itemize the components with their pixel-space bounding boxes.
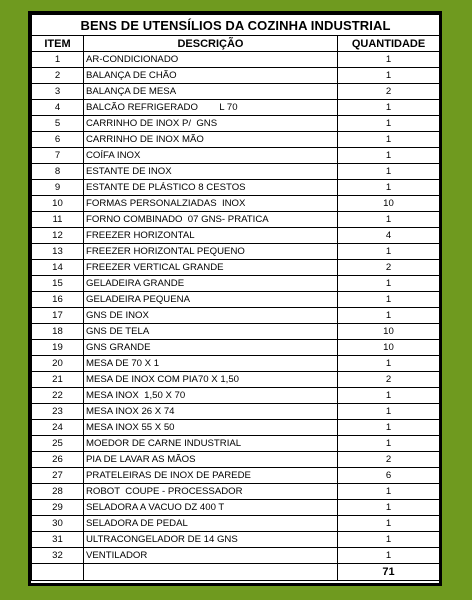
quantity-cell: 1 — [338, 244, 440, 260]
inventory-table — [31, 14, 440, 581]
item-cell: 20 — [32, 356, 84, 372]
quantity-cell: 4 — [338, 228, 440, 244]
table-row — [32, 324, 440, 340]
table-row — [32, 244, 440, 260]
item-cell: 5 — [32, 116, 84, 132]
item-cell: 28 — [32, 484, 84, 500]
description-cell: MESA INOX 26 X 74 — [84, 404, 338, 420]
description-cell: PIA DE LAVAR AS MÃOS — [84, 452, 338, 468]
description-cell: MESA DE INOX COM PIA70 X 1,50 — [84, 372, 338, 388]
item-cell: 24 — [32, 420, 84, 436]
table-row — [32, 548, 440, 564]
item-cell: 13 — [32, 244, 84, 260]
description-cell: ROBOT COUPE - PROCESSADOR — [84, 484, 338, 500]
item-cell: 26 — [32, 452, 84, 468]
description-cell: FORNO COMBINADO 07 GNS- PRATICA — [84, 212, 338, 228]
item-cell: 1 — [32, 52, 84, 68]
quantity-cell: 1 — [338, 532, 440, 548]
table-row — [32, 100, 440, 116]
quantity-cell: 1 — [338, 148, 440, 164]
quantity-cell: 2 — [338, 452, 440, 468]
item-cell: 3 — [32, 84, 84, 100]
item-cell: 11 — [32, 212, 84, 228]
total-quantity: 71 — [338, 564, 440, 581]
description-cell: FREEZER HORIZONTAL — [84, 228, 338, 244]
table-row — [32, 260, 440, 276]
description-cell: GELADEIRA GRANDE — [84, 276, 338, 292]
description-cell: FREEZER HORIZONTAL PEQUENO — [84, 244, 338, 260]
item-cell: 2 — [32, 68, 84, 84]
description-cell: MESA DE 70 X 1 — [84, 356, 338, 372]
item-cell: 32 — [32, 548, 84, 564]
quantity-cell: 1 — [338, 484, 440, 500]
table-row — [32, 500, 440, 516]
item-cell: 23 — [32, 404, 84, 420]
description-cell: AR-CONDICIONADO — [84, 52, 338, 68]
description-cell: ULTRACONGELADOR DE 14 GNS — [84, 532, 338, 548]
description-cell: BALANÇA DE MESA — [84, 84, 338, 100]
item-cell: 31 — [32, 532, 84, 548]
table-title: BENS DE UTENSÍLIOS DA COZINHA INDUSTRIAL — [32, 15, 440, 36]
table-row — [32, 148, 440, 164]
quantity-cell: 6 — [338, 468, 440, 484]
item-cell: 27 — [32, 468, 84, 484]
item-cell: 17 — [32, 308, 84, 324]
table-row — [32, 132, 440, 148]
quantity-cell: 1 — [338, 308, 440, 324]
quantity-cell: 1 — [338, 68, 440, 84]
table-row — [32, 68, 440, 84]
item-cell: 19 — [32, 340, 84, 356]
quantity-cell: 1 — [338, 132, 440, 148]
inventory-sheet — [28, 11, 442, 586]
quantity-cell: 10 — [338, 340, 440, 356]
quantity-cell: 1 — [338, 548, 440, 564]
total-description-cell — [84, 564, 338, 581]
quantity-cell: 1 — [338, 436, 440, 452]
table-row — [32, 180, 440, 196]
table-row — [32, 404, 440, 420]
table-row — [32, 52, 440, 68]
title-row — [32, 15, 440, 36]
description-cell: SELADORA DE PEDAL — [84, 516, 338, 532]
description-cell: CARRINHO DE INOX MÃO — [84, 132, 338, 148]
item-cell: 21 — [32, 372, 84, 388]
quantity-cell: 1 — [338, 276, 440, 292]
quantity-cell: 1 — [338, 212, 440, 228]
table-row — [32, 276, 440, 292]
total-item-cell — [32, 564, 84, 581]
table-body — [32, 52, 440, 564]
table-row — [32, 436, 440, 452]
item-cell: 8 — [32, 164, 84, 180]
description-cell: FREEZER VERTICAL GRANDE — [84, 260, 338, 276]
item-cell: 16 — [32, 292, 84, 308]
description-cell: MOEDOR DE CARNE INDUSTRIAL — [84, 436, 338, 452]
description-cell: BALCÃO REFRIGERADO L 70 — [84, 100, 338, 116]
description-cell: SELADORA A VACUO DZ 400 T — [84, 500, 338, 516]
table-row — [32, 196, 440, 212]
quantity-cell: 10 — [338, 324, 440, 340]
header-quantity: QUANTIDADE — [338, 36, 440, 52]
description-cell: ESTANTE DE PLÁSTICO 8 CESTOS — [84, 180, 338, 196]
description-cell: PRATELEIRAS DE INOX DE PAREDE — [84, 468, 338, 484]
quantity-cell: 1 — [338, 164, 440, 180]
table-row — [32, 356, 440, 372]
quantity-cell: 1 — [338, 388, 440, 404]
item-cell: 22 — [32, 388, 84, 404]
quantity-cell: 1 — [338, 356, 440, 372]
description-cell: GNS GRANDE — [84, 340, 338, 356]
quantity-cell: 2 — [338, 84, 440, 100]
item-cell: 25 — [32, 436, 84, 452]
quantity-cell: 2 — [338, 260, 440, 276]
table-row — [32, 84, 440, 100]
table-row — [32, 452, 440, 468]
description-cell: FORMAS PERSONALZIADAS INOX — [84, 196, 338, 212]
description-cell: VENTILADOR — [84, 548, 338, 564]
table-row — [32, 212, 440, 228]
description-cell: COÍFA INOX — [84, 148, 338, 164]
description-cell: GNS DE TELA — [84, 324, 338, 340]
description-cell: MESA INOX 1,50 X 70 — [84, 388, 338, 404]
table-row — [32, 228, 440, 244]
table-row — [32, 308, 440, 324]
item-cell: 30 — [32, 516, 84, 532]
item-cell: 14 — [32, 260, 84, 276]
header-item: ITEM — [32, 36, 84, 52]
table-row — [32, 532, 440, 548]
quantity-cell: 1 — [338, 292, 440, 308]
quantity-cell: 2 — [338, 372, 440, 388]
description-cell: CARRINHO DE INOX P/ GNS — [84, 116, 338, 132]
quantity-cell: 1 — [338, 116, 440, 132]
table-row — [32, 340, 440, 356]
item-cell: 15 — [32, 276, 84, 292]
description-cell: GELADEIRA PEQUENA — [84, 292, 338, 308]
item-cell: 7 — [32, 148, 84, 164]
quantity-cell: 1 — [338, 52, 440, 68]
table-row — [32, 468, 440, 484]
item-cell: 12 — [32, 228, 84, 244]
item-cell: 9 — [32, 180, 84, 196]
header-description: DESCRIÇÃO — [84, 36, 338, 52]
description-cell: MESA INOX 55 X 50 — [84, 420, 338, 436]
item-cell: 18 — [32, 324, 84, 340]
quantity-cell: 1 — [338, 100, 440, 116]
table-row — [32, 420, 440, 436]
table-row — [32, 372, 440, 388]
quantity-cell: 1 — [338, 516, 440, 532]
item-cell: 6 — [32, 132, 84, 148]
item-cell: 10 — [32, 196, 84, 212]
table-row — [32, 516, 440, 532]
description-cell: BALANÇA DE CHÃO — [84, 68, 338, 84]
header-row — [32, 36, 440, 52]
table-row — [32, 164, 440, 180]
quantity-cell: 10 — [338, 196, 440, 212]
description-cell: GNS DE INOX — [84, 308, 338, 324]
quantity-cell: 1 — [338, 404, 440, 420]
item-cell: 29 — [32, 500, 84, 516]
table-row — [32, 116, 440, 132]
quantity-cell: 1 — [338, 420, 440, 436]
quantity-cell: 1 — [338, 500, 440, 516]
quantity-cell: 1 — [338, 180, 440, 196]
table-row — [32, 292, 440, 308]
table-row — [32, 388, 440, 404]
total-row — [32, 564, 440, 581]
table-row — [32, 484, 440, 500]
item-cell: 4 — [32, 100, 84, 116]
description-cell: ESTANTE DE INOX — [84, 164, 338, 180]
